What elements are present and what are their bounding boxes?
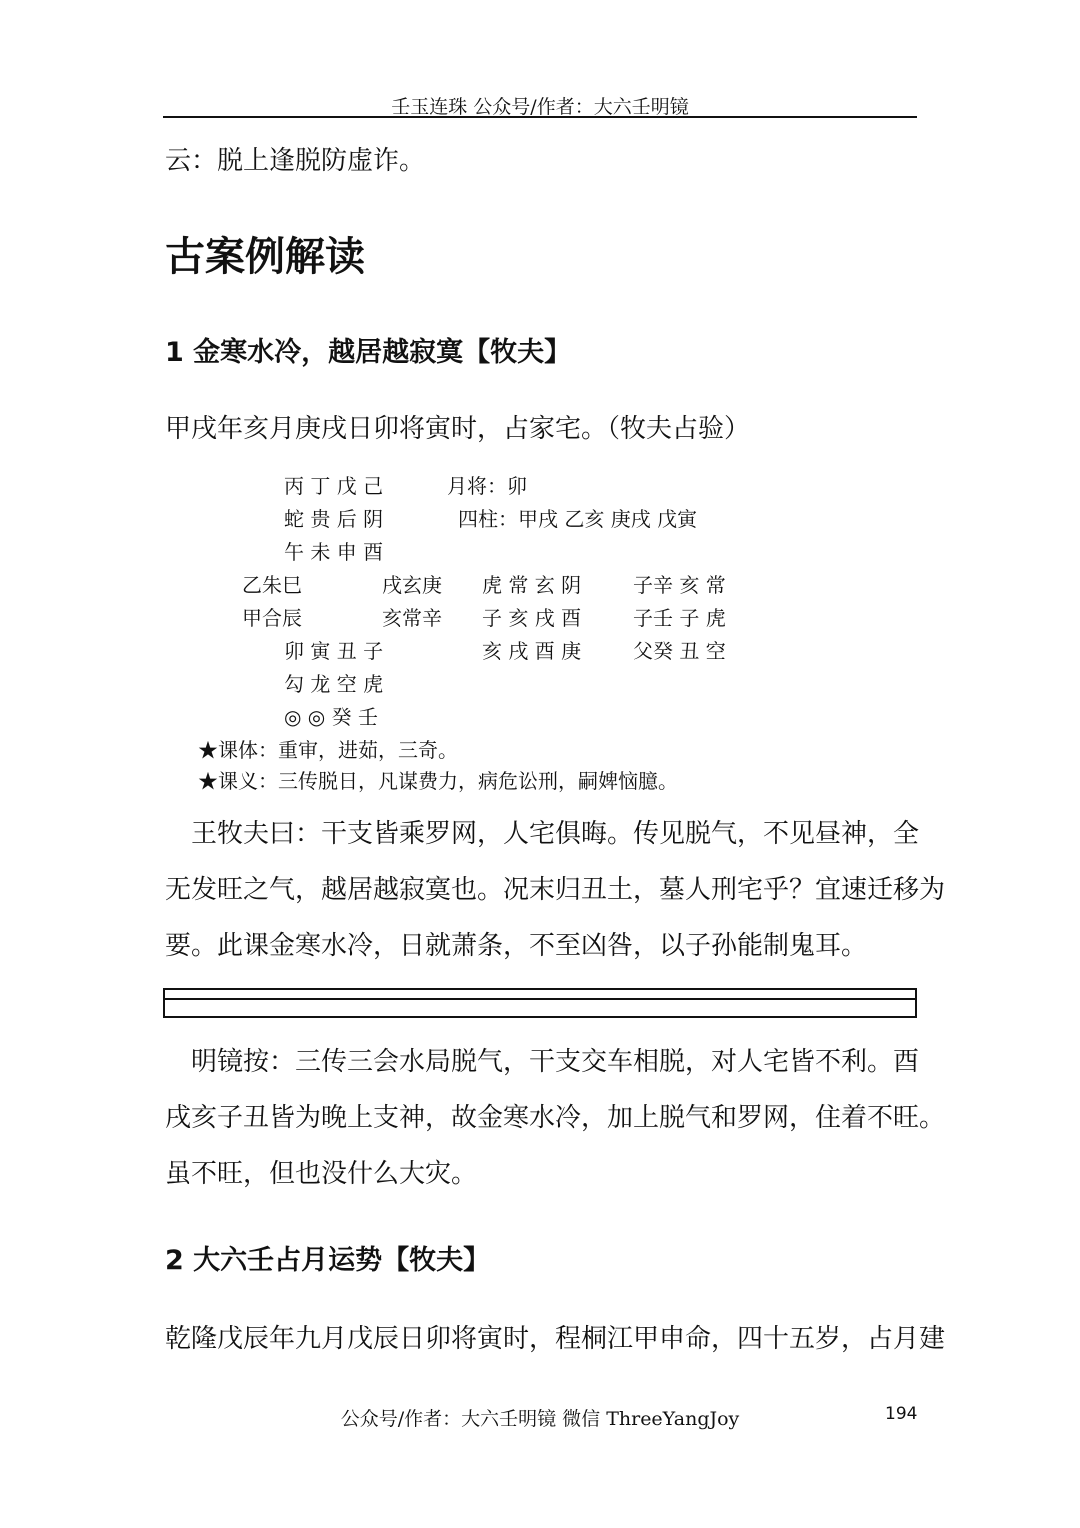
note-paragraph xyxy=(165,1034,946,1202)
chart-left-row2: 甲合辰 xyxy=(242,606,302,630)
commentary-line: 要。此课金寒水冷，日就萧条，不至凶咎，以子孙能制鬼耳。 xyxy=(165,931,868,961)
chart-top-row-branches: 午 未 申 酉 xyxy=(284,540,384,564)
case1-title: 1 金寒水冷，越居越寂寞【牧夫】 xyxy=(165,337,572,368)
keti-line: ★课体：重审，进茹，三奇。 xyxy=(198,738,458,762)
chart-right-side-row2: 亥常辛 xyxy=(382,606,442,630)
four-lessons-row2: 子 亥 戌 酉 xyxy=(482,606,582,630)
chart-bottom-row-stems: ◎ ◎ 癸 壬 xyxy=(284,705,378,729)
commentary-paragraph xyxy=(165,806,946,974)
intro-line: 云：脱上逢脱防虚诈。 xyxy=(165,146,426,176)
commentary-line: 王牧夫曰：干支皆乘罗网，人宅俱晦。传见脱气，不见昼神，全 xyxy=(165,819,920,849)
section-title: 古案例解读 xyxy=(165,234,365,280)
four-pillars: 四柱：甲戌 乙亥 庚戌 戊寅 xyxy=(458,507,698,531)
four-lessons-row3: 亥 戌 酉 庚 xyxy=(482,639,582,663)
chart-bottom-row-branches: 卯 寅 丑 子 xyxy=(284,639,384,663)
double-rule-inner-line xyxy=(165,998,915,1000)
note-line: 戌亥子丑皆为晚上支神，故金寒水冷，加上脱气和罗网，住着不旺。 xyxy=(165,1103,946,1133)
chart-right-side-row1: 戌玄庚 xyxy=(382,573,442,597)
chart-top-row-generals: 蛇 贵 后 阴 xyxy=(284,507,384,531)
three-transmissions-row1: 子辛 亥 常 xyxy=(633,573,726,597)
three-transmissions-row3: 父癸 丑 空 xyxy=(633,639,726,663)
chart-top-row-stems: 丙 丁 戊 己 xyxy=(284,474,384,498)
case2-title: 2 大六壬占月运势【牧夫】 xyxy=(165,1245,491,1276)
page-number: 194 xyxy=(885,1404,918,1424)
note-line: 明镜按：三传三会水局脱气，干支交车相脱，对人宅皆不利。酉 xyxy=(165,1047,920,1077)
chart-left-row1: 乙朱巳 xyxy=(242,573,302,597)
keyi-line: ★课义：三传脱日，凡谋费力，病危讼刑，嗣婢恼臆。 xyxy=(198,769,678,793)
four-lessons-row1: 虎 常 玄 阴 xyxy=(482,573,582,597)
month-general: 月将：卯 xyxy=(447,474,527,498)
note-line: 虽不旺，但也没什么大灾。 xyxy=(165,1159,478,1189)
header-rule xyxy=(163,116,917,118)
commentary-line: 无发旺之气，越居越寂寞也。况末归丑土，墓人刑宅乎？宜速迁移为 xyxy=(165,875,946,905)
page-header: 壬玉连珠 公众号/作者：大六壬明镜 xyxy=(391,96,689,118)
chart-bottom-row-generals: 勾 龙 空 虎 xyxy=(284,672,384,696)
three-transmissions-row2: 子壬 子 虎 xyxy=(633,606,726,630)
case1-question: 甲戌年亥月庚戌日卯将寅时，占家宅。（牧夫占验） xyxy=(165,414,751,444)
case2-first-line: 乾隆戊辰年九月戊辰日卯将寅时，程桐江甲申命，四十五岁，占月建 xyxy=(165,1324,946,1354)
page-footer: 公众号/作者：大六壬明镜 微信 ThreeYangJoy xyxy=(340,1408,740,1430)
double-rule-separator xyxy=(163,988,917,1018)
